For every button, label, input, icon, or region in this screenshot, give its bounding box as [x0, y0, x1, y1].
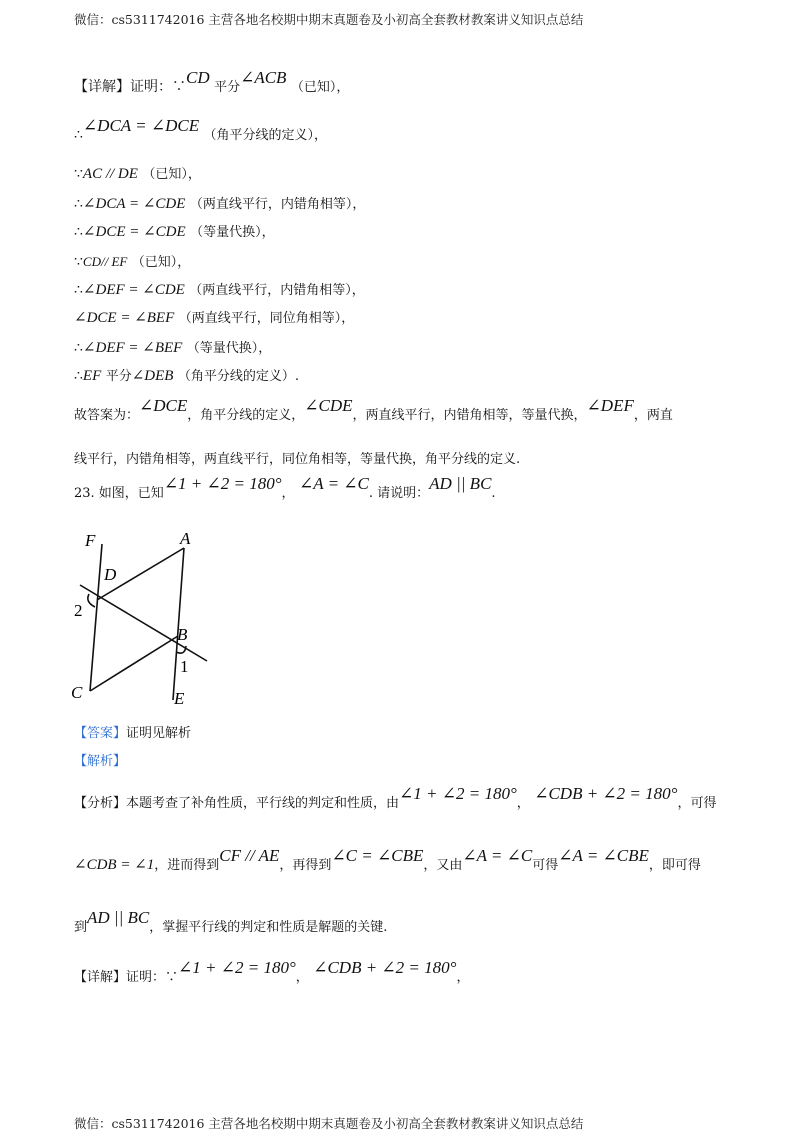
text: ∴	[74, 224, 83, 240]
text: （两直线平行，内错角相等），	[189, 283, 365, 298]
text: 【详解】证明：∵	[74, 970, 179, 985]
proof-line-6	[74, 252, 190, 273]
line-fc	[90, 544, 102, 691]
math: ∠1 + ∠2 = 180°	[178, 958, 296, 977]
page-footer: 微信：cs5311742016 主营各地名校期中期末真题卷及小初高全套教材教案讲义知识点总结	[74, 1116, 584, 1131]
angle-2-arc	[88, 594, 95, 607]
text: ∵	[74, 166, 83, 182]
text: ，又由	[423, 858, 463, 873]
proof-line-5	[74, 222, 275, 243]
math: ∠DCE = ∠CDE	[82, 224, 186, 240]
analysis-line-1	[74, 784, 717, 814]
text: ，掌握平行线的判定和性质是解题的关键.	[149, 920, 388, 935]
math: ∠CDB + ∠2 = 180°	[313, 958, 457, 977]
text: 故答案为：	[74, 408, 140, 423]
line-db-extended	[80, 585, 207, 661]
math: CF // AE	[219, 846, 280, 865]
text: ∴	[74, 368, 83, 384]
jiexi-tag: 【解析】	[74, 754, 127, 769]
text: （角平分线的定义），	[203, 128, 328, 143]
line-ae	[173, 548, 184, 700]
text: 可得	[532, 858, 559, 873]
text: （已知），	[131, 255, 191, 270]
math: AD || BC	[429, 474, 492, 493]
text: ∴	[74, 127, 83, 143]
math: ∠1 + ∠2 = 180°	[163, 474, 282, 493]
math: AD || BC	[87, 908, 150, 927]
text: ，角平分线的定义，	[187, 408, 305, 423]
text: ，再得到	[279, 858, 332, 873]
math: CD	[186, 68, 210, 87]
label-a: A	[180, 529, 191, 548]
math: ∠1 + ∠2 = 180°	[399, 784, 517, 803]
proof-line-7	[74, 280, 365, 301]
math: ∠DEF	[586, 396, 634, 415]
math: ∠DEF = ∠CDE	[82, 282, 185, 298]
proof-line-1	[74, 68, 350, 98]
text: （等量代换），	[190, 225, 275, 240]
text: 平分	[214, 80, 241, 95]
proof-line-2	[74, 116, 328, 146]
analysis-line-2	[74, 846, 701, 876]
label-e: E	[174, 689, 185, 708]
math: ∠ACB	[240, 68, 287, 87]
page-header: 微信：cs5311742016 主营各地名校期中期末真题卷及小初高全套教材教案讲义知识点总结	[74, 12, 584, 27]
math: ∠DEF = ∠BEF	[82, 340, 183, 356]
math: ∠CDB + ∠2 = 180°	[534, 784, 678, 803]
question-23	[74, 474, 496, 504]
math: AC // DE	[82, 166, 138, 182]
math: CD// EF	[82, 254, 128, 269]
text: ，进而得到	[154, 858, 220, 873]
label-2: 2	[74, 601, 83, 620]
answer-text: 证明见解析	[126, 726, 192, 741]
text: ，	[295, 970, 309, 985]
answer-row	[74, 724, 191, 744]
text: 【分析】本题考查了补角性质，平行线的判定和性质，由	[74, 796, 400, 811]
line-cb	[90, 636, 178, 691]
text: ∴	[74, 196, 83, 212]
math: ∠A = ∠CBE	[558, 846, 649, 865]
answer-tag: 【答案】	[74, 726, 127, 741]
proof-line-4	[74, 194, 365, 215]
proof-line-10	[74, 366, 299, 387]
text: （等量代换），	[186, 341, 272, 356]
proof-line-3	[74, 164, 201, 185]
text: ，可得	[677, 796, 717, 811]
math: ∠A = ∠C	[462, 846, 533, 865]
math: ∠DCA = ∠CDE	[82, 196, 186, 212]
text: （已知），	[142, 167, 201, 182]
label-b: B	[177, 625, 188, 644]
label-d: D	[104, 565, 117, 584]
text: .	[491, 486, 496, 501]
answer-line-1	[74, 396, 673, 426]
text: （角平分线的定义）.	[177, 369, 300, 384]
text: ∵	[74, 254, 83, 270]
text: 【详解】证明：∵	[74, 79, 186, 95]
geometry-figure	[70, 528, 220, 708]
proof-line-9	[74, 338, 271, 359]
text: ∴	[74, 282, 83, 298]
text: （两直线平行，同位角相等），	[178, 311, 355, 326]
answer-line-2: 线平行，内错角相等，两直线平行，同位角相等，等量代换，角平分线的定义.	[74, 452, 521, 467]
text: 到	[74, 920, 88, 935]
math: ∠DEB	[131, 368, 174, 384]
math: EF	[82, 368, 102, 384]
text: ，两直	[633, 408, 673, 423]
detail-line-1	[74, 958, 470, 988]
text: ，	[456, 970, 470, 985]
text: （两直线平行，内错角相等），	[189, 197, 366, 212]
proof-line-8	[74, 308, 354, 329]
math: ∠C = ∠CBE	[331, 846, 424, 865]
math: ∠DCA = ∠DCE	[82, 116, 200, 135]
label-c: C	[71, 683, 83, 702]
math: ∠DCE	[139, 396, 188, 415]
math: ∠A = ∠C	[299, 474, 369, 493]
analysis-line-3	[74, 908, 388, 938]
text: ，	[516, 796, 530, 811]
text: 23. 如图，已知	[74, 486, 164, 501]
text: . 请说明：	[368, 486, 430, 501]
label-1: 1	[180, 657, 189, 676]
label-f: F	[85, 531, 96, 550]
text: ，	[281, 486, 295, 501]
math: ∠DCE = ∠BEF	[74, 310, 175, 326]
math: ∠CDE	[304, 396, 353, 415]
text: （已知），	[290, 80, 350, 95]
text: 平分	[105, 369, 132, 384]
text: ，两直线平行，内错角相等，等量代换，	[352, 408, 587, 423]
text: ，即可得	[648, 858, 701, 873]
math: ∠CDB = ∠1	[74, 857, 155, 873]
text: ∴	[74, 340, 83, 356]
